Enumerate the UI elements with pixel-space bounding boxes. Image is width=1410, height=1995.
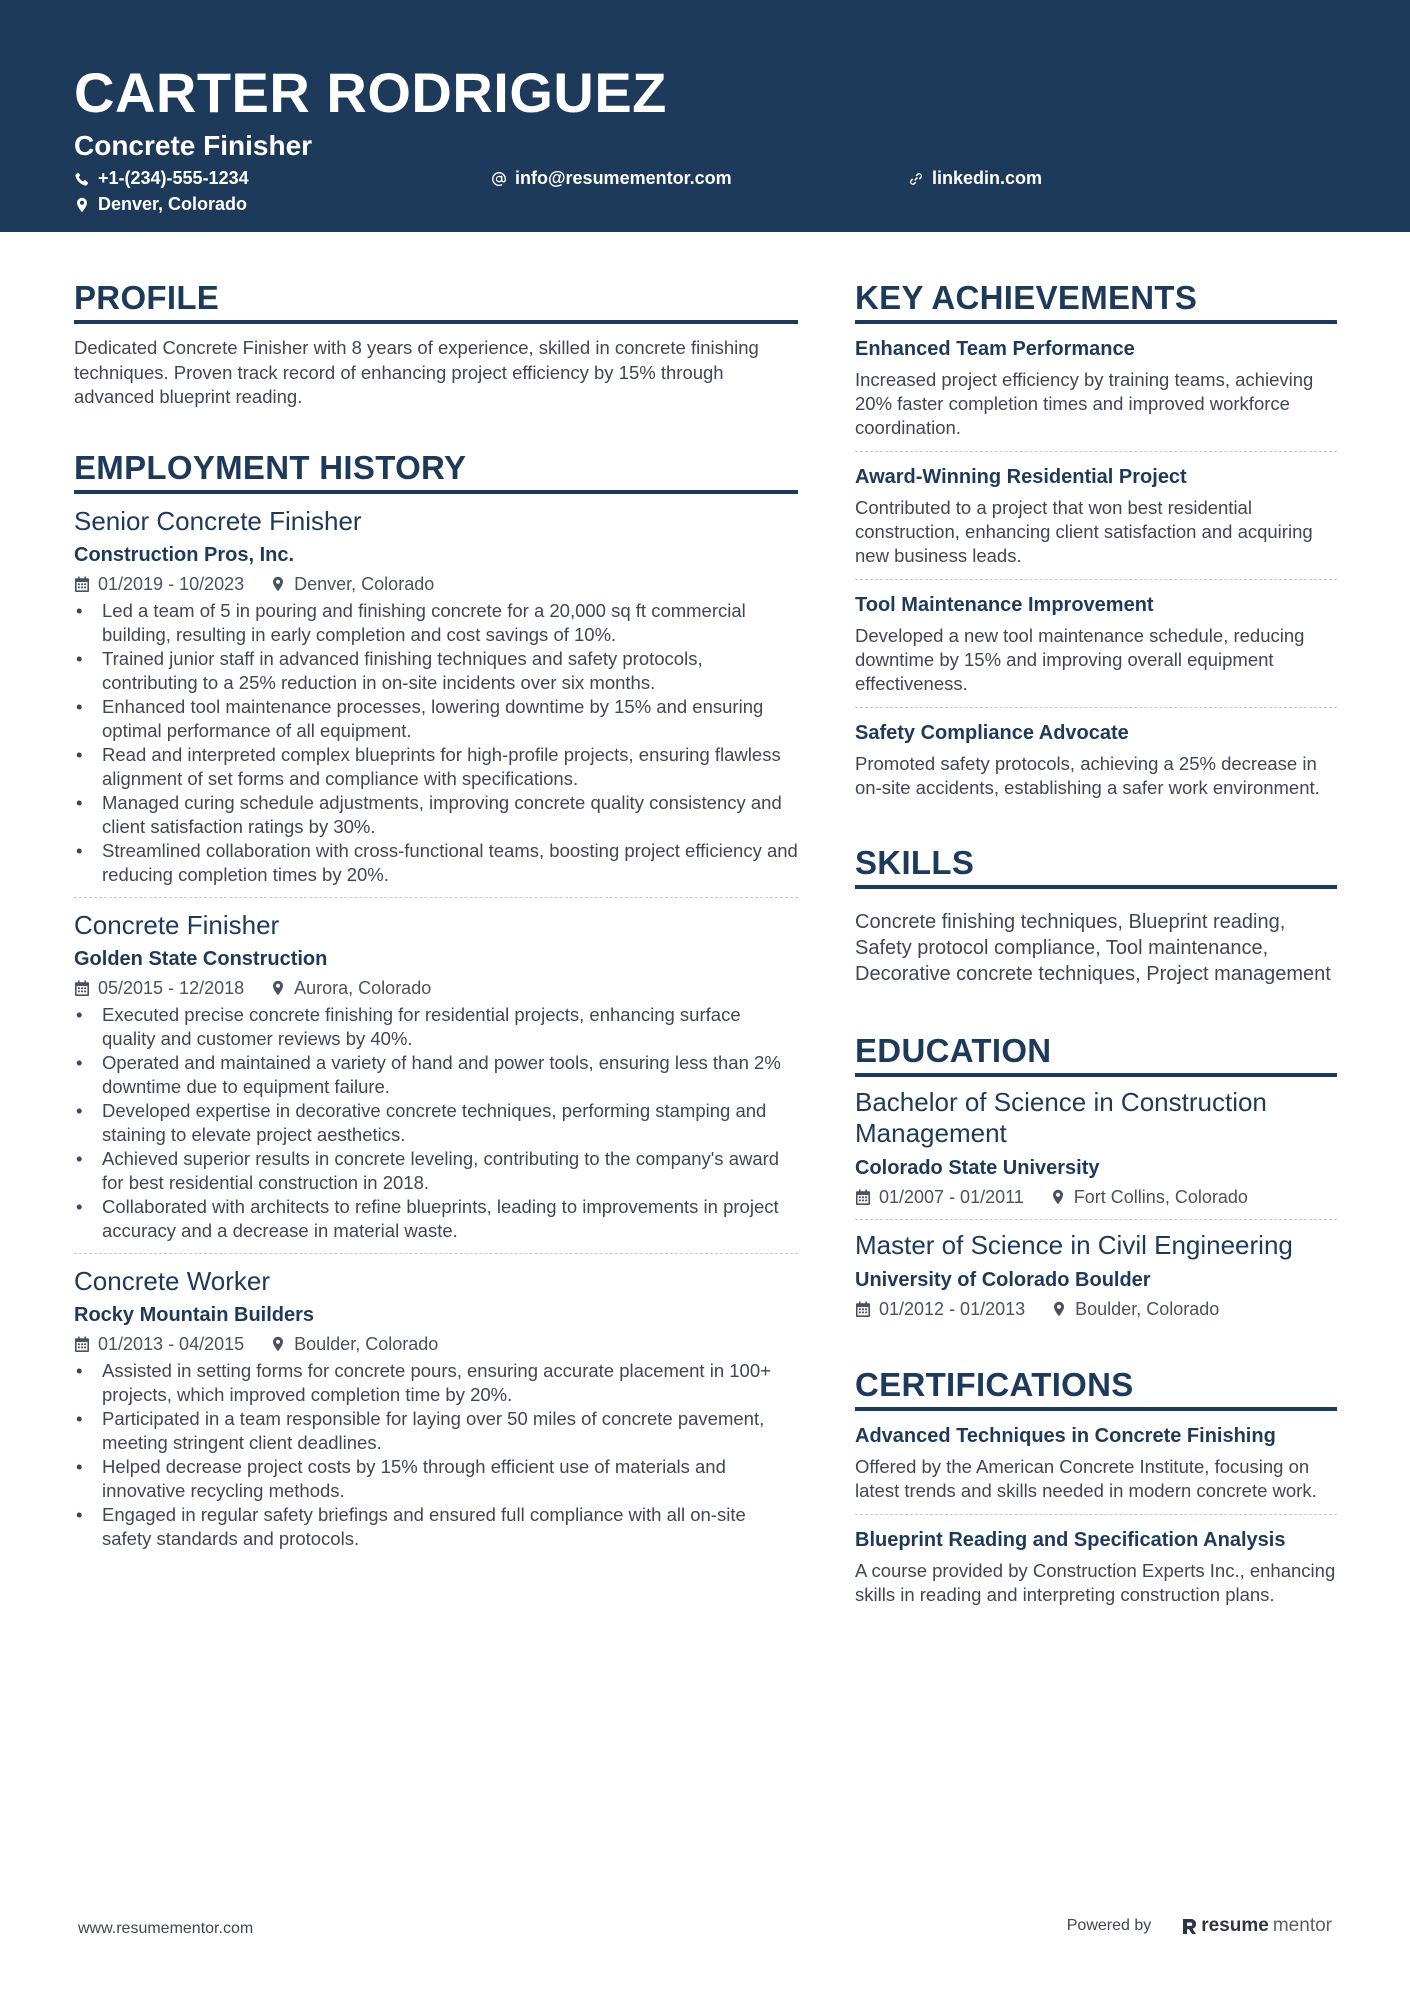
education-item [855, 1077, 1337, 1220]
bullet-item: • Led a team of 5 in pouring and finishing concrete for a 20,000 sq ft commercial building, resulting in early completion and cost savings of 10%. [74, 599, 798, 647]
profile-text: Dedicated Concrete Finisher with 8 years of experience, skilled in concrete finishing techniques. Proven track record of enhancing project efficiency by 15% through advanced blueprint reading. [74, 337, 759, 407]
location-text: Denver, Colorado [294, 573, 435, 594]
map-pin-icon [1051, 1301, 1067, 1317]
achievement-list [855, 324, 1337, 811]
meta-row [855, 1185, 1337, 1209]
bullet-list [74, 599, 798, 887]
bullet-item: • Developed expertise in decorative concrete techniques, performing stamping and staining to elevate project aesthetics. [74, 1099, 798, 1147]
location [1050, 1185, 1248, 1209]
company-name: Construction Pros, Inc. [74, 543, 295, 566]
brand-name-light: mentor [1272, 1915, 1332, 1936]
job-entry [74, 494, 798, 898]
map-pin-icon [270, 980, 286, 996]
school-name: University of Colorado Boulder [855, 1269, 1151, 1291]
phone-text: +1-(234)-555-1234 [98, 168, 249, 188]
location [270, 976, 431, 1000]
section-title: EDUCATION [855, 1031, 1337, 1077]
bullet-item: • Read and interpreted complex blueprints for high-profile projects, ensuring flawless alignment of set forms and compliance with specifications. [74, 743, 798, 791]
bullet-item: • Achieved superior results in concrete leveling, contributing to the company's award for best residential construction in 2018. [74, 1147, 798, 1195]
location-text: Aurora, Colorado [294, 977, 432, 998]
achievement-title: Award-Winning Residential Project [855, 466, 1187, 488]
contact-location [74, 194, 247, 215]
bullet-item: • Helped decrease project costs by 15% through efficient use of materials and innovative recycling methods. [74, 1455, 798, 1503]
brand-mark-icon [1181, 1917, 1197, 1935]
location [270, 572, 434, 596]
achievement-item [855, 324, 1337, 452]
section-title: SKILLS [855, 843, 1337, 889]
job-entry [74, 898, 798, 1254]
brand-logo[interactable] [1181, 1915, 1332, 1937]
job-entry [74, 1254, 798, 1561]
candidate-title: Concrete Finisher [74, 130, 313, 161]
employment-section [74, 448, 798, 1561]
location-text: Denver, Colorado [98, 194, 248, 214]
footer-branding [1067, 1915, 1332, 1937]
location [1051, 1297, 1219, 1321]
meta-row [74, 976, 798, 1000]
bullet-item: • Enhanced tool maintenance processes, lowering downtime by 15% and ensuring optimal performance of all equipment. [74, 695, 798, 743]
powered-by-text: Powered by [1066, 1917, 1152, 1934]
certification-item [855, 1411, 1337, 1515]
map-pin-icon [270, 576, 286, 592]
degree: Bachelor of Science in Construction Management [855, 1087, 1267, 1148]
achievement-desc: Developed a new tool maintenance schedule, reducing downtime by 15% and improving overall equipment effectiveness. [855, 625, 1305, 694]
footer-website[interactable]: www.resumementor.com [78, 1920, 254, 1937]
bullet-list [74, 1003, 798, 1243]
calendar-icon [74, 1336, 90, 1352]
certification-list [855, 1411, 1337, 1618]
achievements-section [855, 278, 1337, 811]
section-title: PROFILE [74, 278, 798, 324]
brand-name-bold: resume [1201, 1915, 1269, 1936]
bullet-item: • Assisted in setting forms for concrete pours, ensuring accurate placement in 100+ projects, which improved completion time by 20%. [74, 1359, 798, 1407]
contact-email[interactable] [491, 168, 732, 189]
link-icon [908, 171, 924, 187]
phone-icon [74, 171, 90, 187]
bullet-list [74, 1359, 798, 1551]
company-name: Rocky Mountain Builders [74, 1303, 315, 1326]
meta-row [74, 1332, 798, 1356]
date-range [855, 1185, 1024, 1209]
map-pin-icon [270, 1336, 286, 1352]
education-list [855, 1077, 1337, 1331]
bullet-item: • Executed precise concrete finishing for residential projects, enhancing surface quality and customer reviews by 40%. [74, 1003, 798, 1051]
date-text: 05/2015 - 12/2018 [98, 977, 245, 998]
bullet-item: • Engaged in regular safety briefings and ensured full compliance with all on-site safety standards and protocols. [74, 1503, 798, 1551]
date-text: 01/2013 - 04/2015 [98, 1333, 245, 1354]
skills-text: Concrete finishing techniques, Blueprint reading, Safety protocol compliance, Tool maintenance, Decorative concrete techniques, Project management [855, 911, 1331, 985]
calendar-icon [74, 576, 90, 592]
date-range [74, 1332, 244, 1356]
date-range [74, 572, 244, 596]
job-title: Senior Concrete Finisher [74, 505, 362, 536]
section-title: KEY ACHIEVEMENTS [855, 278, 1337, 324]
at-icon [491, 171, 507, 187]
calendar-icon [855, 1189, 871, 1205]
map-pin-icon [74, 197, 90, 213]
certifications-section [855, 1365, 1337, 1618]
meta-row [74, 572, 798, 596]
bullet-item: • Operated and maintained a variety of hand and power tools, ensuring less than 2% downtime due to equipment failure. [74, 1051, 798, 1099]
location-text: Boulder, Colorado [1075, 1299, 1220, 1319]
achievement-desc: Increased project efficiency by training teams, achieving 20% faster completion times and improved workforce coordination. [855, 369, 1314, 438]
contact-info [74, 168, 1410, 228]
date-range [74, 976, 244, 1000]
bullet-item: • Participated in a team responsible for laying over 50 miles of concrete pavement, meeting stringent client deadlines. [74, 1407, 798, 1455]
linkedin-text: linkedin.com [932, 168, 1043, 188]
section-title: CERTIFICATIONS [855, 1365, 1337, 1411]
profile-section [74, 278, 798, 410]
education-section [855, 1031, 1337, 1331]
job-list [74, 494, 798, 1561]
achievement-title: Enhanced Team Performance [855, 338, 1135, 360]
map-pin-icon [1050, 1189, 1066, 1205]
resume-header [0, 0, 1410, 232]
left-column [74, 278, 798, 1599]
calendar-icon [855, 1301, 871, 1317]
certification-title: Blueprint Reading and Specification Analysis [855, 1529, 1286, 1551]
achievement-desc: Contributed to a project that won best residential construction, enhancing client satisfaction and acquiring new business leads. [855, 497, 1313, 566]
email-text: info@resumementor.com [515, 168, 732, 188]
bullet-item: • Streamlined collaboration with cross-functional teams, boosting project efficiency and reducing completion times by 20%. [74, 839, 798, 887]
company-name: Golden State Construction [74, 947, 328, 970]
candidate-name: CARTER RODRIGUEZ [74, 61, 667, 124]
location-text: Boulder, Colorado [294, 1333, 439, 1354]
contact-linkedin[interactable] [908, 168, 1042, 189]
achievement-title: Safety Compliance Advocate [855, 722, 1129, 744]
job-title: Concrete Finisher [74, 909, 280, 940]
date-range [855, 1297, 1025, 1321]
achievement-title: Tool Maintenance Improvement [855, 594, 1154, 616]
achievement-item [855, 708, 1337, 811]
date-text: 01/2007 - 01/2011 [879, 1187, 1024, 1207]
date-text: 01/2019 - 10/2023 [98, 573, 245, 594]
right-column [855, 278, 1337, 1656]
calendar-icon [74, 980, 90, 996]
school-name: Colorado State University [855, 1157, 1100, 1179]
achievement-desc: Promoted safety protocols, achieving a 25% decrease in on-site accidents, establishing a safer work environment. [855, 753, 1320, 798]
bullet-item: • Trained junior staff in advanced finishing techniques and safety protocols, contributing to a 25% reduction in on-site incidents over six months. [74, 647, 798, 695]
bullet-item: • Managed curing schedule adjustments, improving concrete quality consistency and client satisfaction ratings by 30%. [74, 791, 798, 839]
degree: Master of Science in Civil Engineering [855, 1230, 1293, 1260]
location-text: Fort Collins, Colorado [1073, 1187, 1248, 1207]
location [270, 1332, 438, 1356]
certification-item [855, 1515, 1337, 1618]
date-text: 01/2012 - 01/2013 [879, 1299, 1026, 1319]
certification-desc: A course provided by Construction Experts Inc., enhancing skills in reading and interpreting construction plans. [855, 1560, 1336, 1605]
meta-row [855, 1297, 1337, 1321]
bullet-item: • Collaborated with architects to refine blueprints, leading to improvements in project accuracy and a decrease in material waste. [74, 1195, 798, 1243]
skills-section [855, 843, 1337, 987]
certification-desc: Offered by the American Concrete Institute, focusing on latest trends and skills needed in modern concrete work. [855, 1456, 1317, 1501]
achievement-item [855, 452, 1337, 580]
certification-title: Advanced Techniques in Concrete Finishing [855, 1425, 1276, 1447]
section-title: EMPLOYMENT HISTORY [74, 448, 798, 494]
job-title: Concrete Worker [74, 1265, 271, 1296]
education-item [855, 1220, 1337, 1331]
achievement-item [855, 580, 1337, 708]
contact-phone[interactable] [74, 168, 249, 189]
